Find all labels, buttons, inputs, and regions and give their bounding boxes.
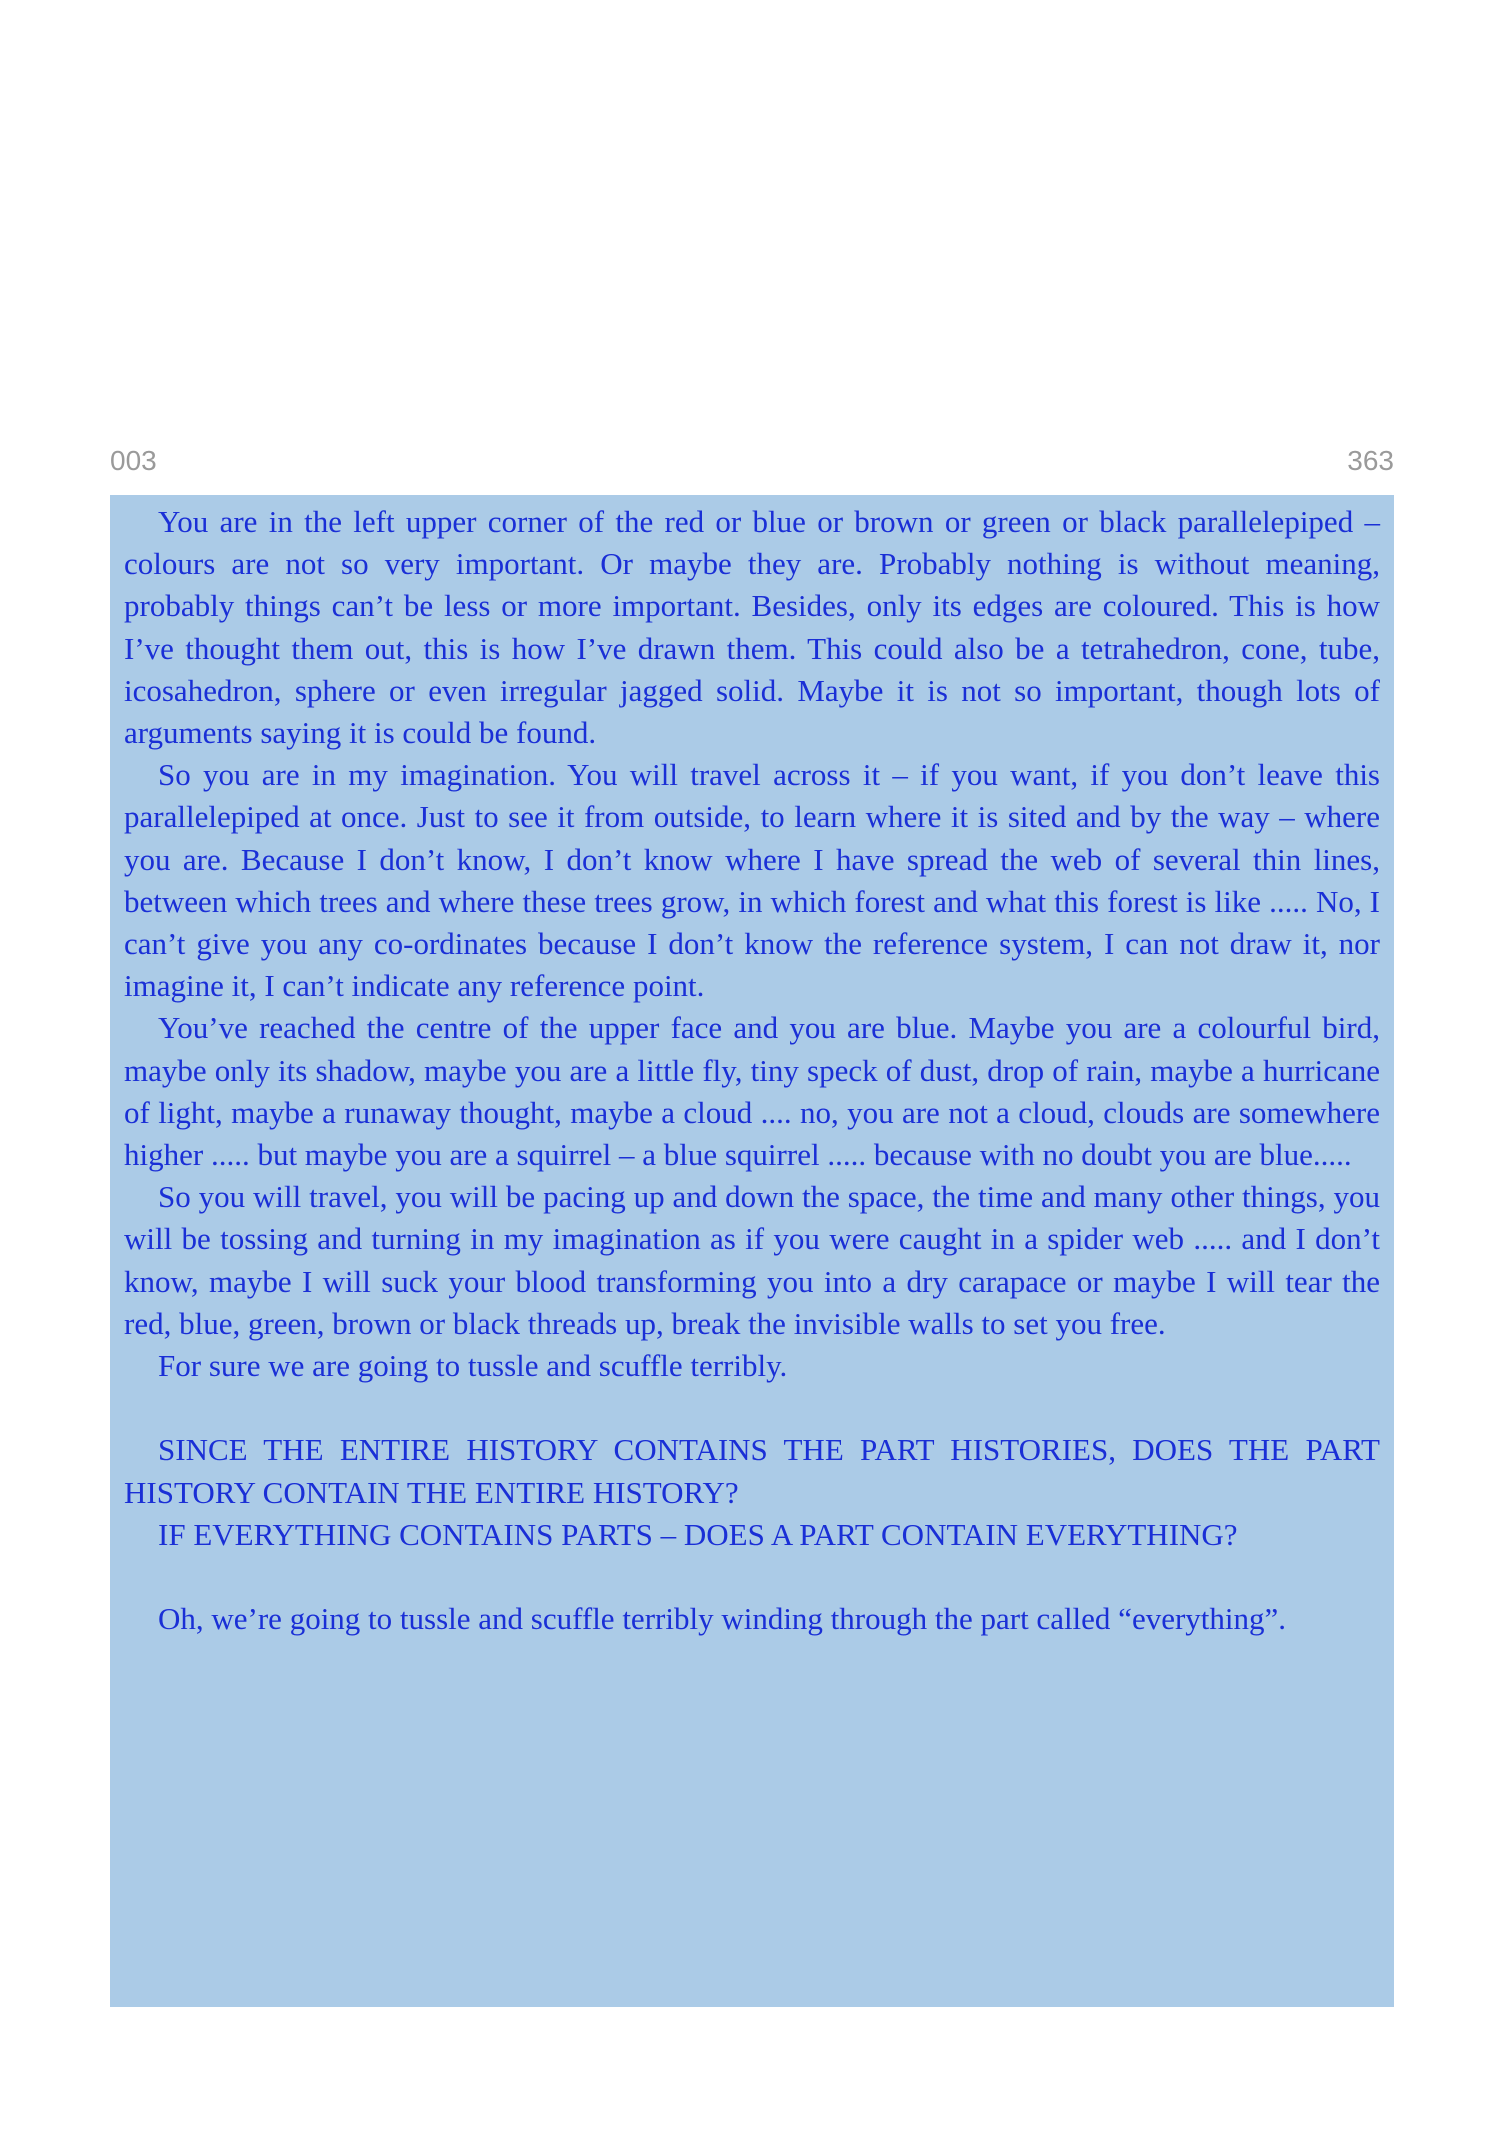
paragraph: Oh, we’re going to tussle and scuffle terribly winding through the part called “everything”. [158, 1601, 1287, 1637]
page-number-left: 003 [110, 445, 157, 476]
paragraph: You’ve reached the centre of the upper face and you are blue. Maybe you are a colourful bird, maybe only its shadow, maybe you are a little fly, tiny speck of dust, drop of rain, maybe a hurricane of light, maybe a runaway thought, maybe a cloud .... no, you are not a cloud, clouds are somewhere higher ..... but maybe you are a squirrel – a blue squirrel ..... because with no doubt you are blue..... [124, 1010, 1380, 1173]
page-number-right: 363 [1347, 445, 1394, 476]
paragraph: You are in the left upper corner of the red or blue or brown or green or black parallelepiped – colours are not so very important. Or maybe they are. Probably nothing is without meaning, probably things can’t be less or more important. Besides, only its edges are coloured. This is how I’ve thought them out, this is how I’ve drawn them. This could also be a tetrahedron, cone, tube, icosahedron, sphere or even irregular jagged solid. Maybe it is not so important, though lots of arguments saying it is could be found. [124, 504, 1380, 751]
paragraph: SINCE THE ENTIRE HISTORY CONTAINS THE PART HISTORIES, DOES THE PART HISTORY CONTAIN THE ENTIRE HISTORY? [124, 1432, 1380, 1510]
page-header [110, 445, 1394, 485]
body-text [124, 501, 1380, 1640]
paragraph: For sure we are going to tussle and scuffle terribly. [158, 1348, 788, 1384]
blank-line [124, 1556, 1380, 1598]
paragraph: So you are in my imagination. You will travel across it – if you want, if you don’t leave this parallelepiped at once. Just to see it from outside, to learn where it is sited and by the way – where you are. Because I don’t know, I don’t know where I have spread the web of several thin lines, between which trees and where these trees grow, in which forest and what this forest is like ..... No, I can’t give you any co-ordinates because I don’t know the reference system, I can not draw it, nor imagine it, I can’t indicate any reference point. [124, 757, 1380, 1004]
paragraph: IF EVERYTHING CONTAINS PARTS – DOES A PART CONTAIN EVERYTHING? [158, 1516, 1238, 1552]
text-box [110, 495, 1394, 2007]
paragraph: So you will travel, you will be pacing up and down the space, the time and many other things, you will be tossing and turning in my imagination as if you were caught in a spider web ..... and I don’t know, maybe I will suck your blood transforming you into a dry carapace or maybe I will tear the red, blue, green, brown or black threads up, break the invisible walls to set you free. [124, 1179, 1380, 1341]
blank-line [124, 1387, 1380, 1429]
